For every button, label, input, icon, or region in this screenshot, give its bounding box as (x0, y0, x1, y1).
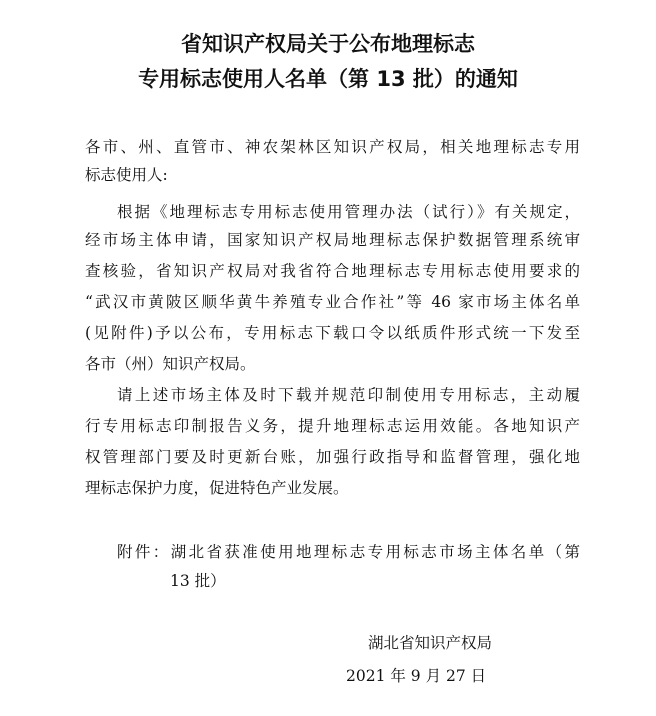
paragraph-2-line-2: 行专用标志印制报告义务，提升地理标志运用效能。各地知识产 (85, 417, 580, 435)
paragraph-2-line-1: 请上述市场主体及时下载并规范印制使用专用标志，主动履 (117, 386, 580, 404)
salutation-line-2: 标志使用人: (85, 166, 168, 184)
document-title-line-1: 省知识产权局关于公布地理标志 (181, 32, 475, 56)
paragraph-1-line-2: 经市场主体申请，国家知识产权局地理标志保护数据管理系统审 (85, 231, 580, 249)
attachment-line-2: 13 批） (170, 572, 226, 590)
attachment-line-1: 附件：湖北省获准使用地理标志专用标志市场主体名单（第 (117, 543, 580, 561)
issue-date: 2021 年 9 月 27 日 (346, 667, 487, 685)
paragraph-1-line-1: 根据《地理标志专用标志使用管理办法（试行）》有关规定， (117, 203, 580, 221)
paragraph-1-line-4: “武汉市黄陂区顺华黄牛养殖专业合作社”等 46 家市场主体名单 (85, 293, 580, 311)
paragraph-1-line-6: 各市（州）知识产权局。 (85, 355, 256, 373)
paragraph-2-line-4: 理标志保护力度，促进特色产业发展。 (85, 479, 349, 497)
document-title-line-2: 专用标志使用人名单（第 13 批）的通知 (138, 67, 518, 91)
paragraph-1-line-3: 查核验，省知识产权局对我省符合地理标志专用标志使用要求的 (85, 262, 580, 280)
issuer-name: 湖北省知识产权局 (368, 634, 493, 652)
paragraph-2-line-3: 权管理部门要及时更新台账，加强行政指导和监督管理，强化地 (85, 448, 580, 466)
salutation-line-1: 各市、州、直管市、神农架林区知识产权局，相关地理标志专用 (85, 138, 580, 156)
paragraph-1-line-5: (见附件)予以公布，专用标志下载口令以纸质件形式统一下发至 (85, 324, 580, 342)
